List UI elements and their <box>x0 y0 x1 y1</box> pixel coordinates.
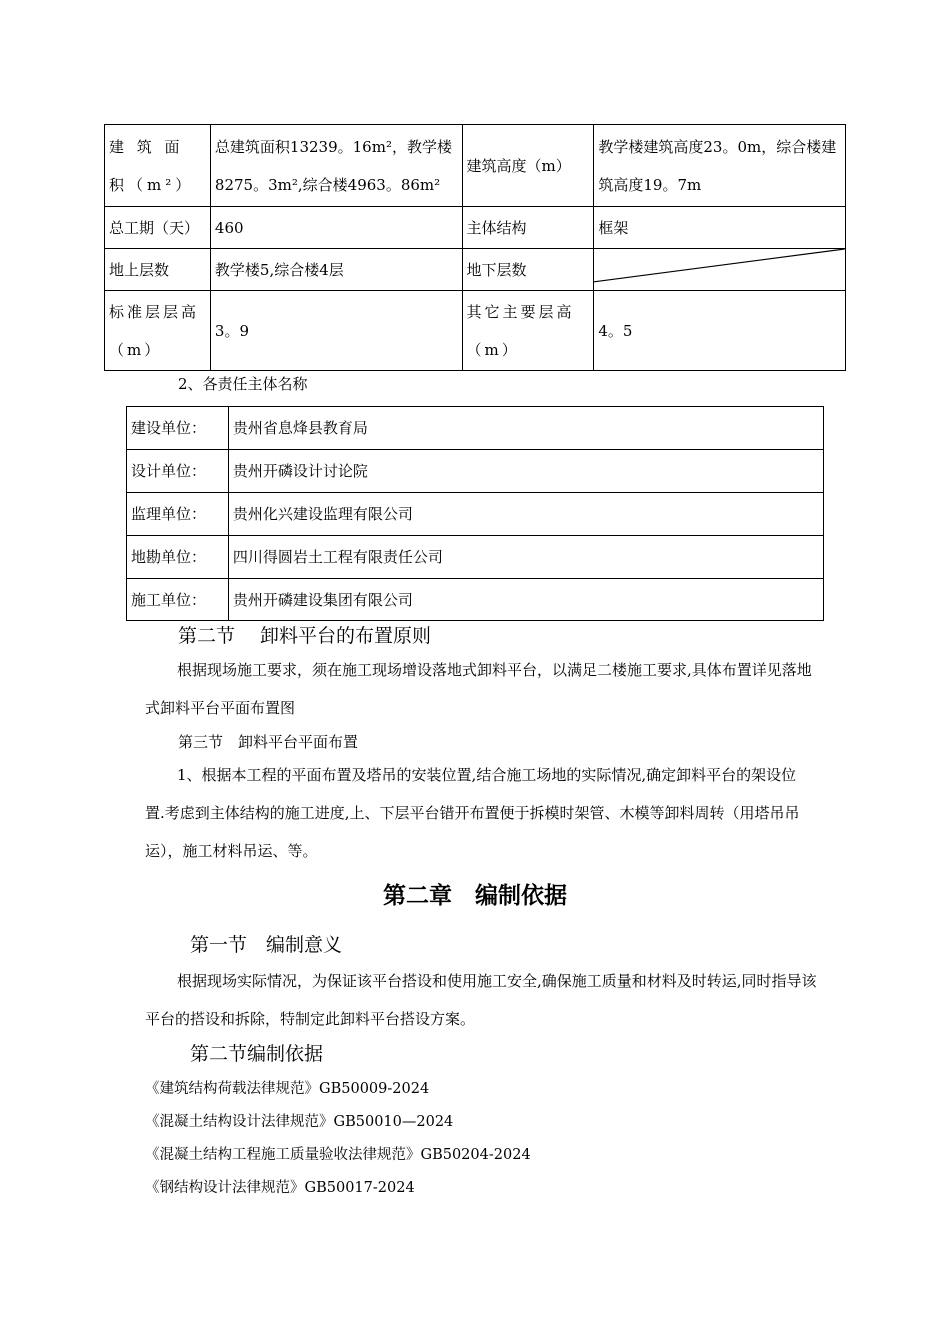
table-row <box>127 536 824 579</box>
project-info-table <box>104 124 846 371</box>
table-cell: 施工单位： <box>127 579 229 621</box>
section-paragraph: 根据现场实际情况，为保证该平台搭设和使用施工安全,确保施工质量和材料及时转运,同时指导该平台的搭设和拆除，特制定此卸料平台搭设方案。 <box>145 972 817 1028</box>
reference-item: 《钢结构设计法律规范》GB50017-2024 <box>145 1180 415 1196</box>
table-row <box>105 207 846 249</box>
table-cell: 标准层层高（m） <box>105 291 211 371</box>
responsible-heading: 2、各责任主体名称 <box>178 375 308 393</box>
table-cell: 4。5 <box>594 291 846 371</box>
table-cell: 其它主要层高（m） <box>462 291 594 371</box>
table-cell: 总工期（天） <box>105 207 211 249</box>
reference-item: 《混凝土结构工程施工质量验收法律规范》GB50204-2024 <box>145 1147 531 1163</box>
section-paragraph: 根据现场施工要求，须在施工现场增设落地式卸料平台，以满足二楼施工要求,具体布置详见落地式卸料平台平面布置图 <box>145 661 812 717</box>
section-title: 第二节编制依据 <box>190 1043 324 1065</box>
table-cell: 监理单位： <box>127 493 229 536</box>
table-cell: 3。9 <box>210 291 462 371</box>
section-title: 第一节 编制意义 <box>190 934 343 956</box>
table-cell: 框架 <box>594 207 846 249</box>
table-cell: 教学楼5,综合楼4层 <box>210 249 462 291</box>
reference-item: 《混凝土结构设计法律规范》GB50010—2024 <box>145 1114 454 1130</box>
table-cell: 地下层数 <box>462 249 594 291</box>
chapter-title: 第二章 编制依据 <box>383 882 567 909</box>
table-cell: 建 筑 面 积（m²） <box>105 125 211 207</box>
table-cell: 建筑高度（m） <box>462 125 594 207</box>
section-title: 第二节 卸料平台的布置原则 <box>178 625 432 647</box>
table-cell: 总建筑面积13239。16m²，教学楼8275。3m²,综合楼4963。86m² <box>210 125 462 207</box>
table-cell: 贵州开磷设计讨论院 <box>228 450 823 493</box>
table-cell: 贵州开磷建设集团有限公司 <box>228 579 823 621</box>
diagonal-line <box>594 249 845 290</box>
table-cell: 地勘单位： <box>127 536 229 579</box>
table-cell: 主体结构 <box>462 207 594 249</box>
table-row <box>127 407 824 450</box>
table-row <box>127 579 824 621</box>
table-row <box>127 450 824 493</box>
reference-item: 《建筑结构荷载法律规范》GB50009-2024 <box>145 1081 430 1097</box>
section-title: 第三节 卸料平台平面布置 <box>178 733 359 751</box>
table-cell: 贵州化兴建设监理有限公司 <box>228 493 823 536</box>
diagonal-empty-cell <box>594 249 846 291</box>
table-cell: 地上层数 <box>105 249 211 291</box>
table-row <box>105 249 846 291</box>
table-cell: 设计单位： <box>127 450 229 493</box>
table-row <box>127 493 824 536</box>
table-cell: 四川得圆岩土工程有限责任公司 <box>228 536 823 579</box>
table-row <box>105 291 846 371</box>
table-row <box>105 125 846 207</box>
section-paragraph: 1、根据本工程的平面布置及塔吊的安装位置,结合施工场地的实际情况,确定卸料平台的架设位置.考虑到主体结构的施工进度,上、下层平台错开布置便于拆模时架管、木模等卸料周转（用塔吊吊运），施工材料吊运、等。 <box>145 766 800 860</box>
table-cell: 460 <box>210 207 462 249</box>
responsible-table <box>126 406 824 621</box>
table-cell: 建设单位： <box>127 407 229 450</box>
table-cell: 教学楼建筑高度23。0m，综合楼建筑高度19。7m <box>594 125 846 207</box>
table-cell: 贵州省息烽县教育局 <box>228 407 823 450</box>
